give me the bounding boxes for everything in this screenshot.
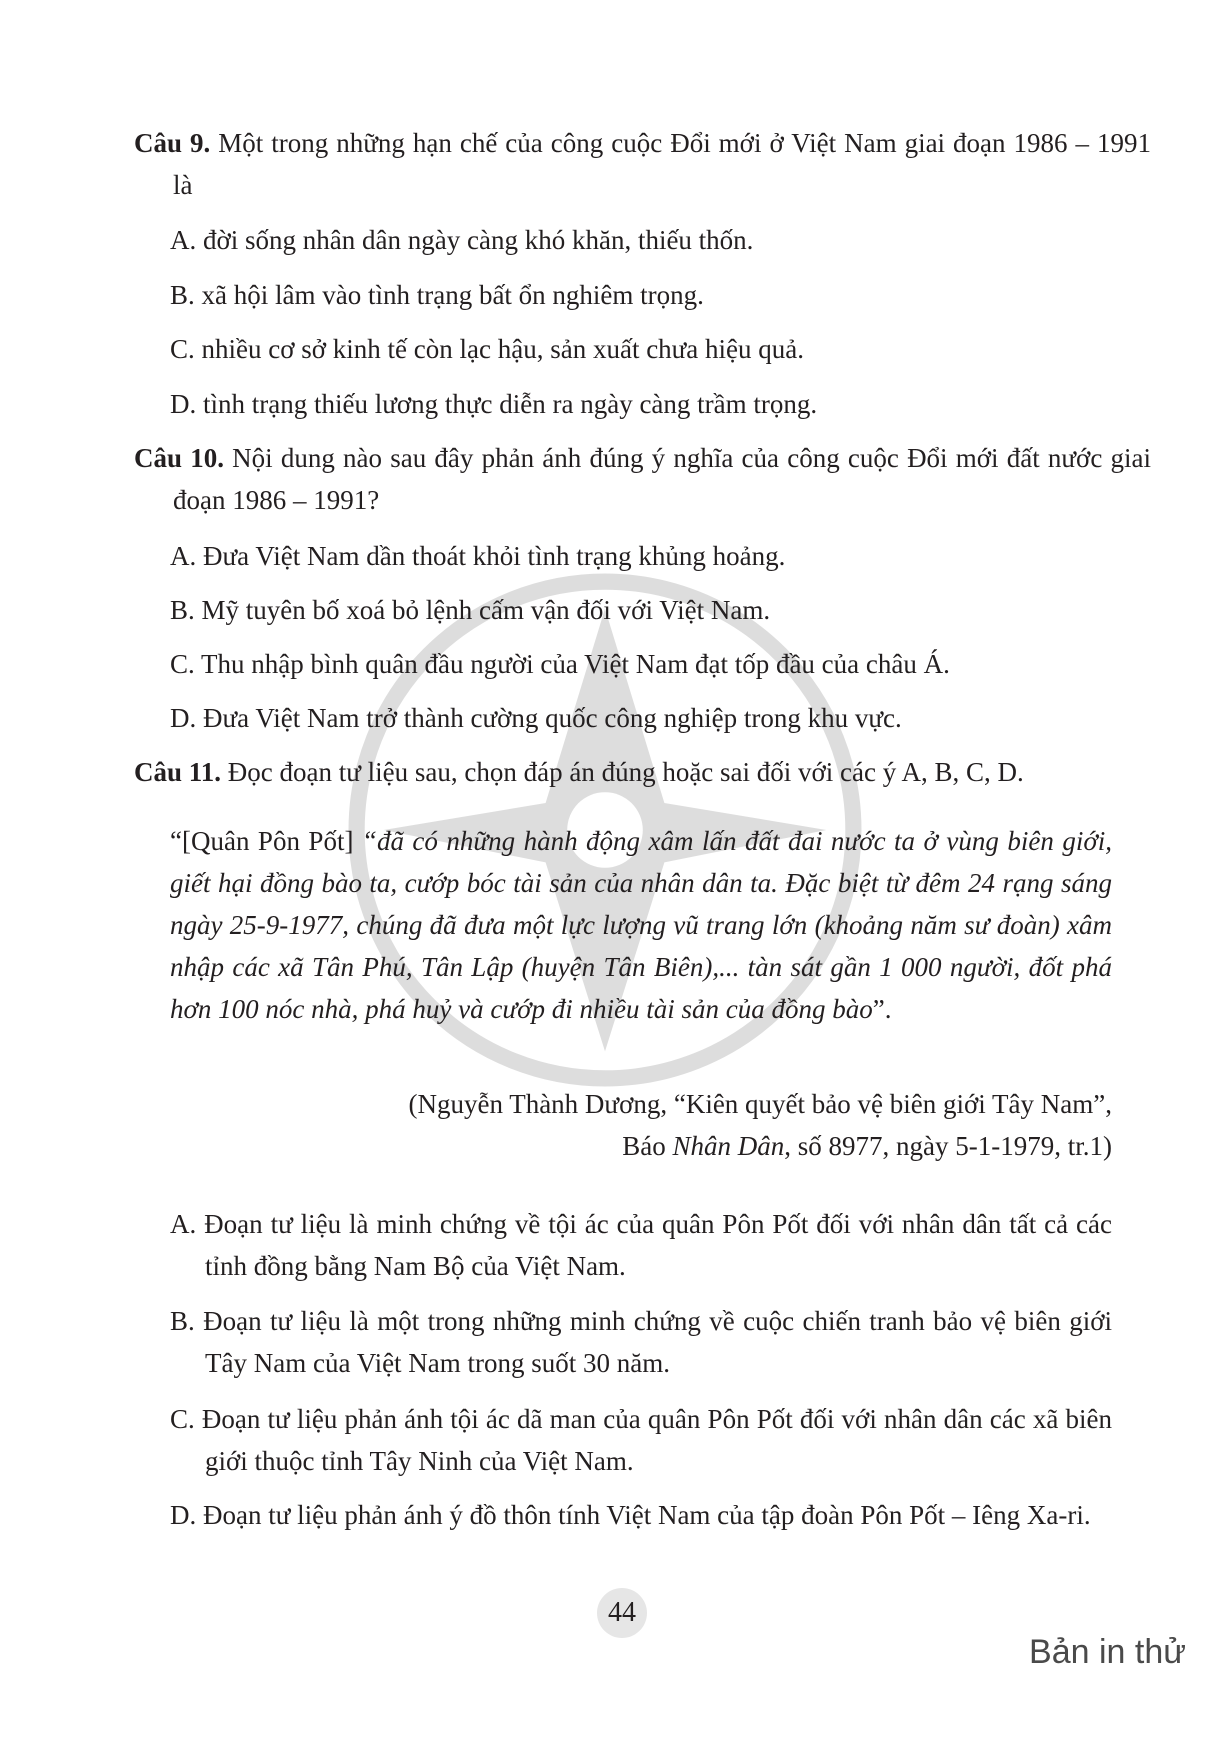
citation-line-2	[212, 1125, 1112, 1167]
citation-pre: Báo	[622, 1131, 673, 1161]
source-quote	[170, 820, 1112, 1030]
question-10	[134, 437, 1151, 521]
question-9	[134, 122, 1151, 206]
quote-prefix: “[Quân Pôn Pốt]	[170, 826, 362, 856]
question-number: Câu 10.	[134, 443, 224, 473]
question-text: Đọc đoạn tư liệu sau, chọn đáp án đúng hoặc sai đối với các ý A, B, C, D.	[221, 757, 1024, 787]
q11-option-b: B. Đoạn tư liệu là một trong những minh chứng về cuộc chiến tranh bảo vệ biên giới Tây Nam của Việt Nam trong suốt 30 năm.	[170, 1306, 1112, 1378]
citation-line-1: (Nguyễn Thành Dương, “Kiên quyết bảo vệ biên giới Tây Nam”,	[408, 1089, 1112, 1119]
q9-option-b: B. xã hội lâm vào tình trạng bất ổn nghiêm trọng.	[170, 280, 704, 310]
q9-option-c: C. nhiều cơ sở kinh tế còn lạc hậu, sản xuất chưa hiệu quả.	[170, 334, 805, 364]
quote-suffix: ”.	[872, 994, 892, 1024]
page-number: 44	[597, 1588, 647, 1638]
question-text: Một trong những hạn chế của công cuộc Đổi mới ở Việt Nam giai đoạn 1986 – 1991 là	[173, 128, 1151, 200]
question-11	[134, 751, 1112, 793]
q10-option-a: A. Đưa Việt Nam dần thoát khỏi tình trạng khủng hoảng.	[170, 541, 786, 571]
q11-option-d: D. Đoạn tư liệu phản ánh ý đồ thôn tính Việt Nam của tập đoàn Pôn Pốt – Iêng Xa-ri.	[170, 1500, 1091, 1530]
q10-option-b: B. Mỹ tuyên bố xoá bỏ lệnh cấm vận đối với Việt Nam.	[170, 595, 771, 625]
q9-option-d: D. tình trạng thiếu lương thực diễn ra ngày càng trầm trọng.	[170, 389, 818, 419]
citation-newspaper: Nhân Dân	[672, 1131, 785, 1161]
q9-option-a: A. đời sống nhân dân ngày càng khó khăn, thiếu thốn.	[170, 225, 754, 255]
q10-option-d: D. Đưa Việt Nam trở thành cường quốc công nghiệp trong khu vực.	[170, 703, 902, 733]
citation-post: , số 8977, ngày 5-1-1979, tr.1)	[784, 1131, 1112, 1161]
question-number: Câu 11.	[134, 757, 222, 787]
q10-option-c: C. Thu nhập bình quân đầu người của Việt Nam đạt tốp đầu của châu Á.	[170, 649, 950, 679]
q11-option-c: C. Đoạn tư liệu phản ánh tội ác dã man của quân Pôn Pốt đối với nhân dân các xã biên giới thuộc tỉnh Tây Ninh của Việt Nam.	[170, 1404, 1112, 1476]
q11-option-a: A. Đoạn tư liệu là minh chứng về tội ác của quân Pôn Pốt đối với nhân dân tất cả các tỉnh đồng bằng Nam Bộ của Việt Nam.	[170, 1209, 1112, 1281]
question-text: Nội dung nào sau đây phản ánh đúng ý nghĩa của công cuộc Đổi mới đất nước giai đoạn 1986 – 1991?	[173, 443, 1152, 515]
question-number: Câu 9.	[134, 128, 211, 158]
draft-label: Bản in thử	[1029, 1633, 1186, 1671]
quote-body: “đã có những hành động xâm lấn đất đai nước ta ở vùng biên giới, giết hại đồng bào ta, cướp bóc tài sản của nhân dân ta. Đặc biệt từ đêm 24 rạng sáng ngày 25-9-1977, chúng đã đưa một lực lượng vũ trang lớn (khoảng năm sư đoàn) xâm nhập các xã Tân Phú, Tân Lập (huyện Tân Biên),... tàn sát gần 1 000 người, đốt phá hơn 100 nóc nhà, phá huỷ và cướp đi nhiều tài sản của đồng bào	[170, 826, 1112, 1024]
